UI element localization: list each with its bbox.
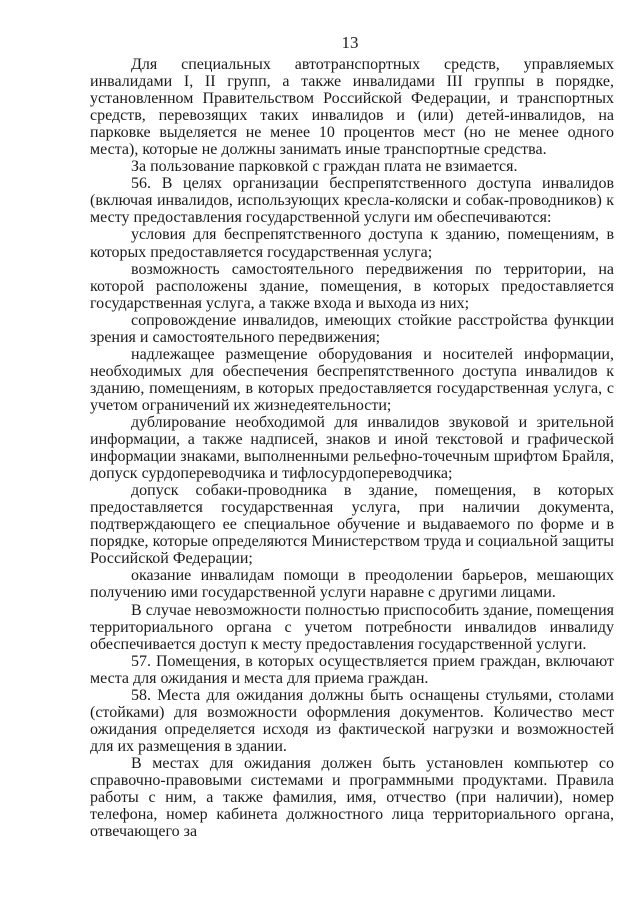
paragraph-barrier-assistance: оказание инвалидам помощи в преодолении барьеров, мешающих получению ими государственной услуги наравне с другими лицами. (90, 567, 614, 602)
paragraph-escort: сопровождение инвалидов, имеющих стойкие расстройства функции зрения и самостоятельного передвижения; (90, 311, 614, 346)
paragraph-57: 57. Помещения, в которых осуществляется прием граждан, включают места для ожидания и места для приема граждан. (90, 652, 614, 687)
paragraph-parking-quota: Для специальных автотранспортных средств, управляемых инвалидами I, II групп, а также инвалидами III группы в порядке, установленном Правительством Российской Федерации, и транспортных средств, перевозящих таких инвалидов и (или) детей-инвалидов, на парковке выделяется не менее 10 процентов мест (но не менее одного места), которые не должны занимать иные транспортные средства. (90, 56, 614, 159)
paragraph-information-duplication: дублирование необходимой для инвалидов звуковой и зрительной информации, а также надписей, знаков и иной текстовой и графической информации знаками, выполненными рельефно-точечным шрифтом Брайля, допуск сурдопереводчика и тифлосурдопереводчика; (90, 413, 614, 483)
paragraph-impossibility: В случае невозможности полностью приспособить здание, помещения территориального органа с учетом потребности инвалидов инвалиду обеспечивается доступ к месту предоставления государственной услуги. (90, 601, 614, 653)
paragraph-equipment-placement: надлежащее размещение оборудования и носителей информации, необходимых для обеспечения беспрепятственного доступа инвалидов к зданию, помещениям, в которых предоставляется государственная услуга, с учетом ограничений их жизнедеятельности; (90, 345, 614, 414)
paragraph-58: 58. Места для ожидания должны быть оснащены стульями, столами (стойками) для возможности оформления документов. Количество мест ожидания определяется исходя из фактической нагрузки и возможностей для их размещения в здании. (90, 686, 614, 755)
paragraph-independent-movement: возможность самостоятельного передвижения по территории, на которой расположены здание, помещения, в которых предоставляется государственная услуга, а также входа и выхода из них; (90, 260, 614, 312)
paragraph-56-intro: 56. В целях организации беспрепятственного доступа инвалидов (включая инвалидов, использующих кресла-коляски и собак-проводников) к месту предоставления государственной услуги им обеспечиваются: (90, 175, 614, 227)
paragraph-access-conditions: условия для беспрепятственного доступа к зданию, помещениям, в которых предоставляется государственная услуга; (90, 226, 614, 261)
paragraph-parking-free: За пользование парковкой с граждан плата не взимается. (131, 158, 518, 176)
page-number: 13 (341, 33, 359, 52)
document-body (90, 56, 614, 840)
paragraph-guide-dog: допуск собаки-проводника в здание, помещения, в которых предоставляется государственная услуга, при наличии документа, подтверждающего ее специальное обучение и выдаваемого по форме и в порядке, которые определяются Министерством труда и социальной защиты Российской Федерации; (90, 482, 614, 568)
paragraph-waiting-computer: В местах для ожидания должен быть установлен компьютер со справочно-правовыми системами и программными продуктами. Правила работы с ним, а также фамилия, имя, отчество (при наличии), номер телефона, номер кабинета должностного лица территориального органа, отвечающего за (90, 754, 614, 841)
